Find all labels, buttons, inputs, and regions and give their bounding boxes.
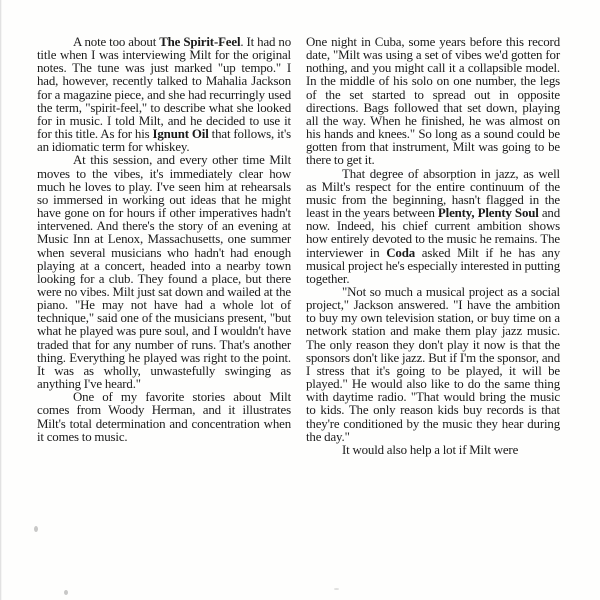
text-run: "Not so much a musical project as a social project," Jackson answered. "I have the ambition to buy my own television station, or buy time on a network station and make them play jazz music. The only reason they don't play it now is that the sponsors don't like jazz. But if I'm the sponsor, and I stress that it's going to be played, it will be played." He would also like to do the same thing with daytime radio. "That would bring the music to kids. The only reason kids buy records is that they're conditioned by the music they hear during the day." bbox=[306, 284, 560, 444]
paragraph bbox=[37, 154, 291, 391]
scan-speck bbox=[64, 590, 68, 595]
scan-speck bbox=[34, 526, 38, 532]
text-run: . It had no title when I was interviewing Milt for the original notes. The tune was just marked "up tempo." I had, however, recently talked to Mahalia Jackson for a magazine piece, and she had recurringly used the term, "spirit-feel," to describe what she looked for in music. I told Milt, and he decided to use it for this title. As for his bbox=[37, 35, 291, 142]
text-run: It would also help a lot if Milt were bbox=[342, 442, 519, 457]
paragraph bbox=[306, 444, 560, 457]
bold-text-run: Ignunt Oil bbox=[152, 127, 209, 142]
text-run: A note too about bbox=[73, 35, 160, 49]
text-run: That degree of absorption in jazz, as well as Milt's respect for the entire continuum of the music from the beginning, hasn't flagged in the least in the years between bbox=[306, 166, 560, 221]
scan-speck bbox=[334, 588, 339, 590]
text-run: One of my favorite stories about Milt comes from Woody Herman, and it illustrates Milt's total determination and concentration when it comes to music. bbox=[37, 390, 291, 444]
page-edge-shadow bbox=[0, 0, 2, 600]
paragraph bbox=[37, 36, 291, 154]
bold-text-run: Plenty, Plenty Soul bbox=[437, 206, 539, 221]
right-column bbox=[306, 36, 560, 457]
paragraph bbox=[306, 168, 560, 286]
bold-text-run: Coda bbox=[386, 245, 416, 260]
text-columns bbox=[37, 36, 560, 457]
text-run: that follows, it's an idiomatic term for whiskey. bbox=[37, 127, 291, 155]
text-run: One night in Cuba, some years before this record date, "Milt was using a set of vibes we'd gotten for nothing, and you might call it a collapsible model. In the middle of his solo on one number, the legs of the set started to spread out in opposite directions. Bags followed that set down, playing all the way. When he finished, he was almost on his hands and knees." So long as a sound could be gotten from that instrument, Milt was going to be there to get it. bbox=[306, 35, 560, 168]
text-run: asked Milt if he has any musical project he's especially interested in putting together. bbox=[306, 245, 560, 286]
text-run: and now. Indeed, his chief current ambition shows how entirely devoted to the music he remains. The interviewer in bbox=[306, 206, 560, 260]
text-run: At this session, and every other time Milt moves to the vibes, it's immediately clear how much he loves to play. I've seen him at rehearsals so immersed in working out ideas that he might have gone on for hours if other imperatives hadn't intervened. And there's the story of an evening at Music Inn at Lenox, Massachusetts, one summer when several musicians who hadn't had enough playing at a concert, headed into a nearby town looking for a club. They found a place, but there were no vibes. Milt just sat down and wailed at the piano. "He may not have had a whole lot of technique," said one of the musicians present, "but what he played was pure soul, and I wouldn't have traded that for any number of runs. That's another thing. Everything he played was right to the point. It was as wholly, unwastefully swinging as anything I've heard." bbox=[37, 153, 291, 392]
paragraph bbox=[306, 36, 560, 168]
bold-text-run: The Spirit-Feel bbox=[159, 35, 241, 49]
paragraph bbox=[37, 391, 291, 444]
paragraph bbox=[306, 286, 560, 444]
left-column bbox=[37, 36, 291, 457]
